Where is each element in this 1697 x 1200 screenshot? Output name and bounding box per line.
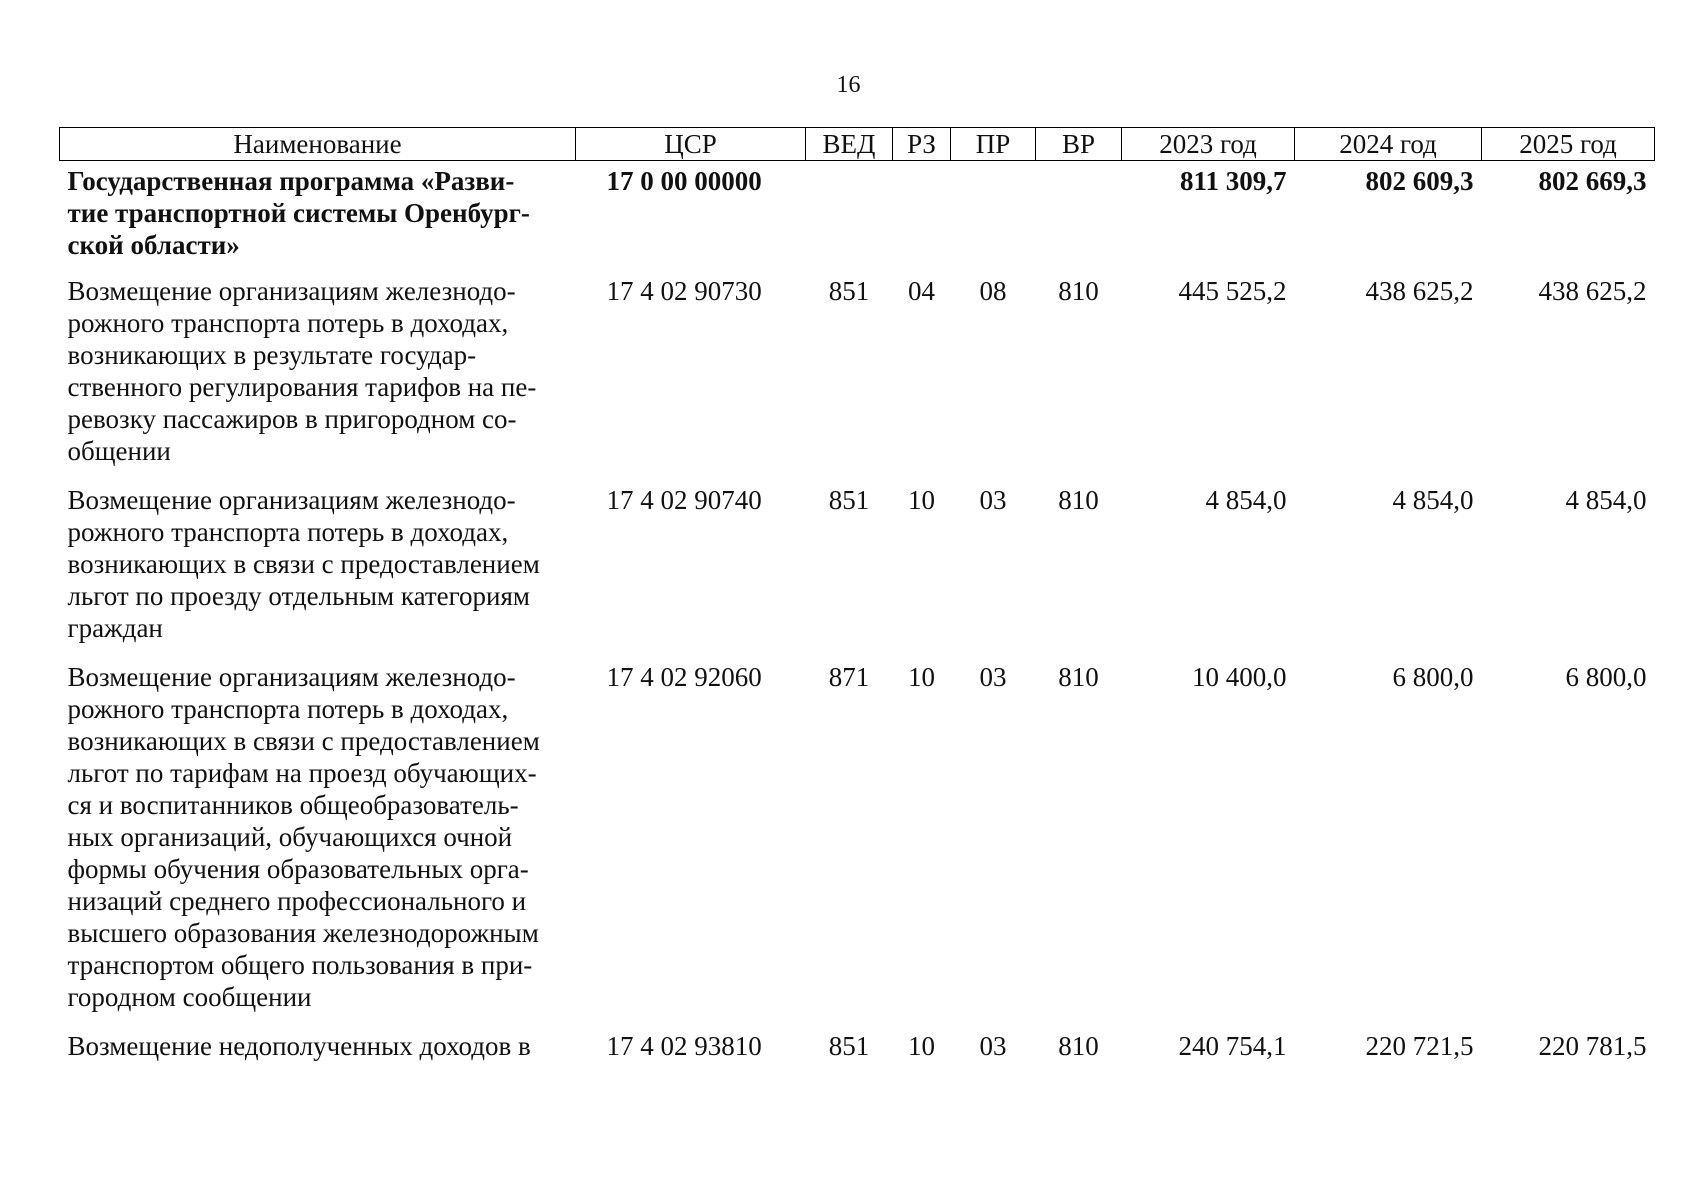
header-row	[60, 128, 1655, 161]
row-2024: 4 854,0	[1392, 485, 1474, 515]
row-name-line: Возмещение организациям железнодо-	[67, 276, 516, 306]
row-name-line: рожного транспорта потерь в доходах,	[67, 308, 509, 338]
row-csr: 17 4 02 93810	[606, 1031, 762, 1061]
row-2024: 438 625,2	[1365, 276, 1474, 306]
header-ved: ВЕД	[806, 128, 893, 161]
row-name-line: рожного транспорта потерь в доходах,	[67, 694, 509, 724]
row-rz: 10	[908, 1031, 935, 1061]
row-2023: 445 525,2	[1178, 276, 1287, 306]
row-csr: 17 4 02 92060	[606, 662, 762, 692]
row-ved: 851	[828, 485, 870, 515]
row-name-line: возникающих в результате государ-	[67, 340, 477, 370]
row-ved: 871	[828, 662, 870, 692]
table-row-program	[60, 161, 1655, 276]
header-2025: 2025 год	[1482, 128, 1655, 161]
header-rz: РЗ	[893, 128, 951, 161]
row-name-line: ской области»	[67, 230, 240, 260]
row-name-line: льгот по тарифам на проезд обучающих-	[67, 758, 537, 788]
row-rz	[893, 161, 951, 276]
table-row	[60, 484, 1655, 661]
row-pr	[951, 161, 1036, 276]
row-name-line: ревозку пассажиров в пригородном со-	[67, 404, 517, 434]
row-name-line: ственного регулирования тарифов на пе-	[67, 372, 537, 402]
row-name-line: общении	[67, 436, 171, 466]
row-name-line: рожного транспорта потерь в доходах,	[67, 517, 509, 547]
row-2023: 4 854,0	[1205, 485, 1287, 515]
header-vr: ВР	[1036, 128, 1122, 161]
row-name	[60, 1030, 576, 1079]
table-header	[60, 128, 1655, 161]
row-name-line: транспортом общего пользования в при-	[67, 950, 533, 980]
row-name	[60, 161, 576, 276]
row-name-line: возникающих в связи с предоставлением	[67, 726, 540, 756]
header-pr: ПР	[951, 128, 1036, 161]
row-2023: 811 309,7	[1179, 166, 1287, 196]
row-name	[60, 661, 576, 1030]
row-ved	[806, 161, 893, 276]
header-name: Наименование	[60, 128, 576, 161]
row-2024: 220 721,5	[1365, 1031, 1474, 1061]
row-vr: 810	[1058, 276, 1099, 306]
row-name-line: городном сообщении	[67, 982, 312, 1012]
row-vr: 810	[1058, 662, 1099, 692]
row-2023: 240 754,1	[1178, 1031, 1287, 1061]
row-pr: 03	[979, 485, 1007, 515]
row-name	[60, 275, 576, 484]
row-ved: 851	[828, 1031, 870, 1061]
row-name-line: тие транспортной системы Оренбург-	[67, 198, 530, 228]
row-vr: 810	[1058, 1031, 1099, 1061]
row-name-line: ся и воспитанников общеобразователь-	[67, 790, 519, 820]
row-2025: 438 625,2	[1538, 276, 1647, 306]
budget-table	[59, 127, 1655, 1079]
table-row	[60, 1030, 1655, 1079]
row-vr	[1036, 161, 1122, 276]
row-pr: 03	[979, 1031, 1007, 1061]
row-pr: 08	[979, 276, 1007, 306]
row-2023: 10 400,0	[1192, 662, 1287, 692]
row-name-line: возникающих в связи с предоставлением	[67, 549, 540, 579]
row-csr: 17 4 02 90740	[606, 485, 762, 515]
row-csr: 17 0 00 00000	[606, 166, 762, 196]
row-rz: 04	[908, 276, 935, 306]
table-body	[60, 161, 1655, 1080]
row-name-line: Возмещение организациям железнодо-	[67, 485, 516, 515]
header-2023: 2023 год	[1122, 128, 1295, 161]
row-name-line: граждан	[67, 613, 163, 643]
row-name	[60, 484, 576, 661]
row-vr: 810	[1058, 485, 1099, 515]
page-number: 16	[836, 72, 861, 98]
row-2025: 6 800,0	[1565, 662, 1647, 692]
row-name-line: низаций среднего профессионального и	[67, 886, 527, 916]
row-rz: 10	[908, 662, 935, 692]
row-csr: 17 4 02 90730	[606, 276, 762, 306]
table-row	[60, 275, 1655, 484]
row-rz: 10	[908, 485, 935, 515]
row-ved: 851	[828, 276, 870, 306]
row-2025: 4 854,0	[1565, 485, 1647, 515]
row-name-line: Возмещение организациям железнодо-	[67, 662, 516, 692]
row-2024: 802 609,3	[1365, 166, 1474, 196]
row-2024: 6 800,0	[1392, 662, 1474, 692]
row-name-line: ных организаций, обучающихся очной	[67, 822, 513, 852]
row-2025: 802 669,3	[1538, 166, 1647, 196]
row-name-line: льгот по проезду отдельным категориям	[67, 581, 530, 611]
row-pr: 03	[979, 662, 1007, 692]
row-name-line: Возмещение недополученных доходов в	[67, 1031, 531, 1061]
row-name-line: формы обучения образовательных орга-	[67, 854, 529, 884]
table-row	[60, 661, 1655, 1030]
header-2024: 2024 год	[1295, 128, 1482, 161]
row-2025: 220 781,5	[1538, 1031, 1647, 1061]
row-name-line: высшего образования железнодорожным	[67, 918, 539, 948]
header-csr: ЦСР	[576, 128, 806, 161]
row-name-line: Государственная программа «Разви-	[67, 166, 515, 196]
